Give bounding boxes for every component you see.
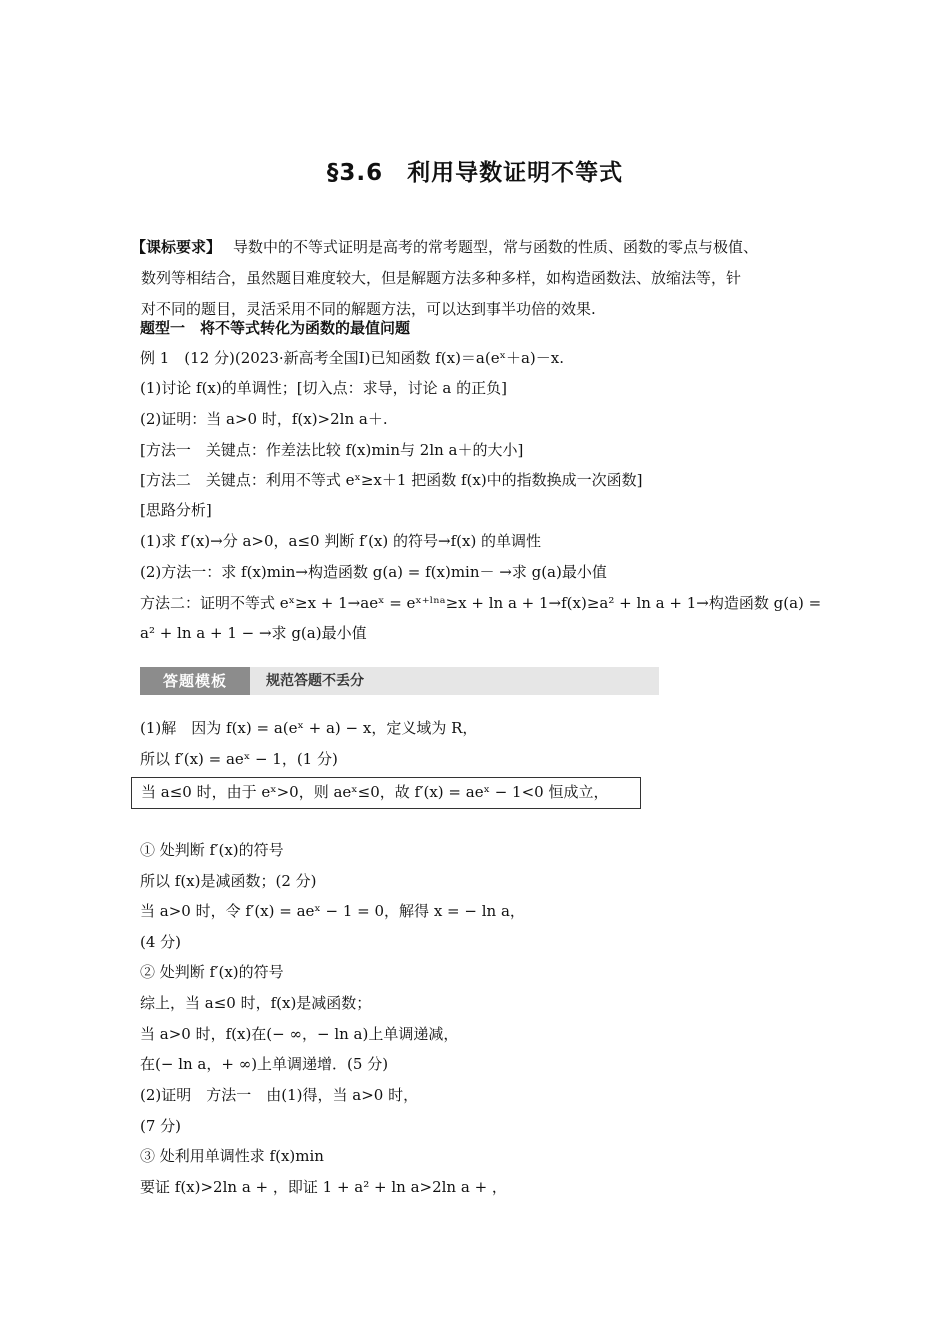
- solution-line-4: 所以 f(x)是减函数；(2 分): [140, 872, 317, 890]
- solution-line-11: (2)证明 方法一 由(1)得，当 a>0 时，: [140, 1086, 419, 1104]
- solution-line-9: 当 a>0 时，f(x)在(− ∞，− ln a)上单调递减，: [140, 1025, 459, 1043]
- analysis-line-4: a² + ln a + 1 − →求 g(a)最小值: [140, 624, 367, 642]
- solution-line-8: 综上，当 a≤0 时，f(x)是减函数；: [140, 994, 372, 1012]
- banner-label: 答题模板: [140, 667, 250, 695]
- requirements-tag: 【课标要求】: [131, 238, 222, 256]
- solution-line-1: (1)解 因为 f(x) = a(eˣ + a) − x，定义域为 R，: [140, 719, 478, 737]
- analysis-line-2: (2)方法一：求 f(x)min→构造函数 g(a) = f(x)min－ →求 g(a)最小值: [140, 563, 607, 581]
- solution-line-5: 当 a>0 时，令 f′(x) = aeˣ − 1 = 0，解得 x = − ln a，: [140, 902, 525, 920]
- type-heading: 题型一 将不等式转化为函数的最值问题: [140, 319, 411, 337]
- solution-note-2: ② 处判断 f′(x)的符号: [140, 963, 284, 981]
- example-line-1: 例 1 (12 分)(2023·新高考全国Ⅰ)已知函数 f(x)＝a(eˣ＋a)－x.: [140, 349, 564, 367]
- example-line-4: [方法一 关键点：作差法比较 f(x)min与 2ln a＋的大小]: [140, 441, 524, 459]
- solution-line-12: (7 分): [140, 1117, 182, 1135]
- requirements-line-3: 对不同的题目，灵活采用不同的解题方法，可以达到事半功倍的效果.: [141, 300, 596, 318]
- solution-note-1: ① 处判断 f′(x)的符号: [140, 841, 284, 859]
- boxed-statement-text: 当 a≤0 时，由于 eˣ>0，则 aeˣ≤0，故 f′(x) = aeˣ − 1<0 恒成立，: [141, 783, 609, 801]
- solution-note-3: ③ 处利用单调性求 f(x)min: [140, 1147, 324, 1165]
- solution-line-10: 在(− ln a，+ ∞)上单调递增．(5 分): [140, 1055, 389, 1073]
- example-line-5: [方法二 关键点：利用不等式 eˣ≥x＋1 把函数 f(x)中的指数换成一次函数]: [140, 471, 643, 489]
- example-line-2: (1)讨论 f(x)的单调性；[切入点：求导，讨论 a 的正负]: [140, 379, 507, 397]
- analysis-heading: [思路分析]: [140, 501, 212, 519]
- requirements-line-1: 【课标要求】 导数中的不等式证明是高考的常考题型，常与函数的性质、函数的零点与极值、: [131, 238, 759, 256]
- solution-line-6: (4 分): [140, 933, 182, 951]
- banner-subtitle: 规范答题不丢分: [266, 673, 364, 689]
- boxed-statement: [131, 777, 641, 809]
- requirements-line-2: 数列等相结合，虽然题目难度较大，但是解题方法多种多样，如构造函数法、放缩法等，针: [141, 269, 742, 287]
- solution-line-2: 所以 f′(x) = aeˣ − 1，(1 分): [140, 750, 338, 768]
- requirements-paragraph: [131, 232, 831, 325]
- solution-line-14: 要证 f(x)>2ln a + ，即证 1 + a² + ln a>2ln a + ，: [140, 1178, 507, 1196]
- analysis-line-1: (1)求 f′(x)→分 a>0，a≤0 判断 f′(x) 的符号→f(x) 的单调性: [140, 532, 542, 550]
- example-line-3: (2)证明：当 a>0 时，f(x)>2ln a＋.: [140, 410, 388, 428]
- answer-template-banner: [140, 667, 659, 695]
- analysis-line-3: 方法二：证明不等式 eˣ≥x + 1→aeˣ = eˣ⁺ˡⁿᵃ≥x + ln a + 1→f(x)≥a² + ln a + 1→构造函数 g(a) =: [140, 594, 822, 612]
- page-title: §3.6 利用导数证明不等式: [326, 160, 624, 186]
